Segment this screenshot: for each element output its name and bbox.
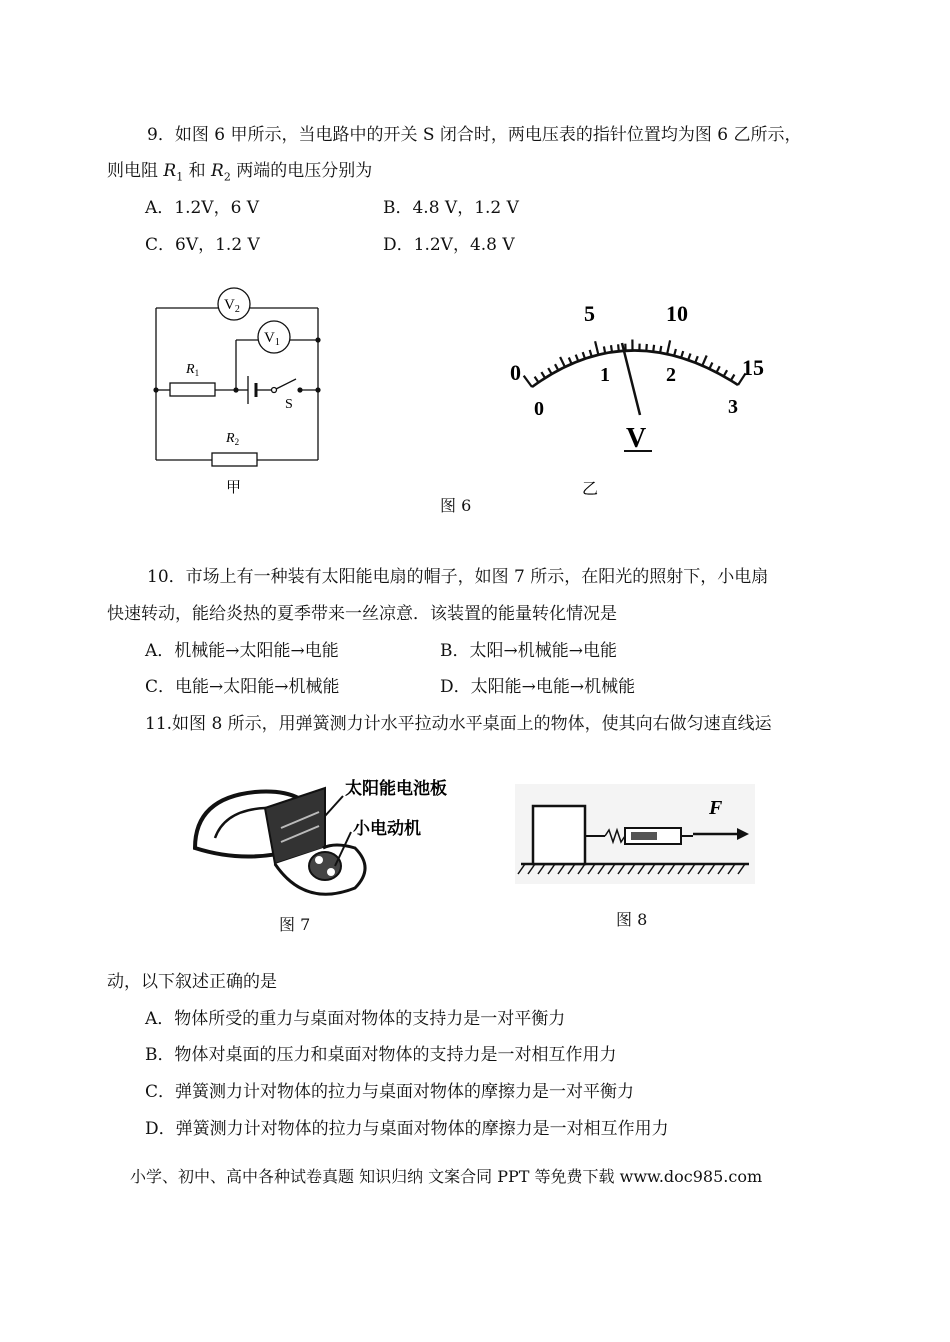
q11-option-a: A．物体所受的重力与桌面对物体的支持力是一对平衡力 (145, 1009, 566, 1029)
r2-label: $R_2$ (226, 431, 240, 447)
top-label-0: 0 (510, 360, 521, 385)
page-footer: 小学、初中、高中各种试卷真题 知识归纳 文案合同 PPT 等免费下载 www.doc985.com (130, 1167, 763, 1186)
q11-line1: 11.如图 8 所示，用弹簧测力计水平拉动水平桌面上的物体，使其向右做匀速直线运 (145, 714, 772, 734)
fig8-caption: 图 8 (616, 910, 648, 929)
q11-option-b: B．物体对桌面的压力和桌面对物体的支持力是一对相互作用力 (145, 1045, 617, 1065)
q9-line1: 9．如图 6 甲所示，当电路中的开关 S 闭合时，两电压表的指针位置均为图 6 乙所示， (147, 125, 802, 145)
q9-r1: R (163, 161, 177, 181)
needle (622, 343, 640, 415)
q10-line2: 快速转动，能给炎热的夏季带来一丝凉意．该装置的能量转化情况是 (107, 604, 617, 624)
q10-option-a: A．机械能→太阳能→电能 (145, 641, 339, 661)
fig6-jia-caption: 甲 (226, 480, 242, 496)
q9-line2 (107, 160, 372, 188)
q11-option-d: D．弹簧测力计对物体的拉力与桌面对物体的摩擦力是一对相互作用力 (145, 1119, 669, 1139)
top-label-15: 15 (742, 355, 764, 380)
q11-option-c: C．弹簧测力计对物体的拉力与桌面对物体的摩擦力是一对平衡力 (145, 1082, 635, 1102)
v1-label: $V_1$ (264, 330, 280, 348)
q10-option-c: C．电能→太阳能→机械能 (145, 677, 340, 697)
q10-option-b: B．太阳→机械能→电能 (440, 641, 617, 661)
switch-label: S (285, 397, 293, 412)
r1-label: $R_1$ (186, 362, 200, 378)
q9-option-c: C．6V，1.2 V (145, 235, 260, 255)
resistor-r2 (212, 453, 257, 466)
q9-r1-sub: 1 (176, 170, 184, 184)
fig6-caption: 图 6 (440, 496, 472, 515)
q11-line2: 动，以下叙述正确的是 (107, 972, 277, 992)
q9-line2-post: 两端的电压分别为 (230, 161, 373, 181)
dial-tick (667, 340, 670, 354)
voltmeter-dial (500, 295, 790, 500)
fig6-yi-caption: 乙 (582, 481, 599, 498)
top-label-10: 10 (666, 301, 688, 326)
dial-tick (560, 357, 565, 367)
resistor-r1 (170, 383, 215, 396)
unit-label: V (626, 423, 647, 454)
bottom-label-1: 1 (600, 364, 610, 386)
top-label-5: 5 (584, 301, 595, 326)
block (533, 806, 585, 864)
q9-option-b: B．4.8 V，1.2 V (383, 198, 519, 218)
bottom-label-0: 0 (534, 398, 544, 420)
q9-line2-pre: 则电阻 (107, 161, 164, 181)
solar-hat-figure (185, 768, 465, 908)
spring-scale-figure (515, 784, 755, 884)
bottom-label-2: 2 (666, 364, 676, 386)
force-label: F (709, 797, 723, 819)
dial-tick (702, 356, 706, 366)
v2-label: $V_2$ (224, 297, 240, 315)
solar-panel-label: 太阳能电池板 (345, 779, 447, 798)
q10-line1: 10．市场上有一种装有太阳能电扇的帽子，如图 7 所示，在阳光的照射下，小电扇 (147, 567, 769, 587)
q10-option-d: D．太阳能→电能→机械能 (440, 677, 636, 697)
fig7-caption: 图 7 (279, 915, 311, 934)
q9-option-a: A．1.2V，6 V (145, 198, 260, 218)
q9-r2: R (211, 161, 224, 181)
q9-option-d: D．1.2V，4.8 V (383, 235, 515, 255)
motor (309, 852, 341, 880)
dial-tick (524, 376, 532, 387)
bottom-label-3: 3 (728, 396, 738, 418)
switch-s (272, 388, 277, 393)
q9-r2-sub: 2 (223, 170, 231, 184)
q9-line2-mid: 和 (183, 161, 212, 181)
circuit-diagram (140, 280, 340, 500)
dial-tick (595, 341, 598, 355)
motor-label: 小电动机 (353, 819, 421, 838)
